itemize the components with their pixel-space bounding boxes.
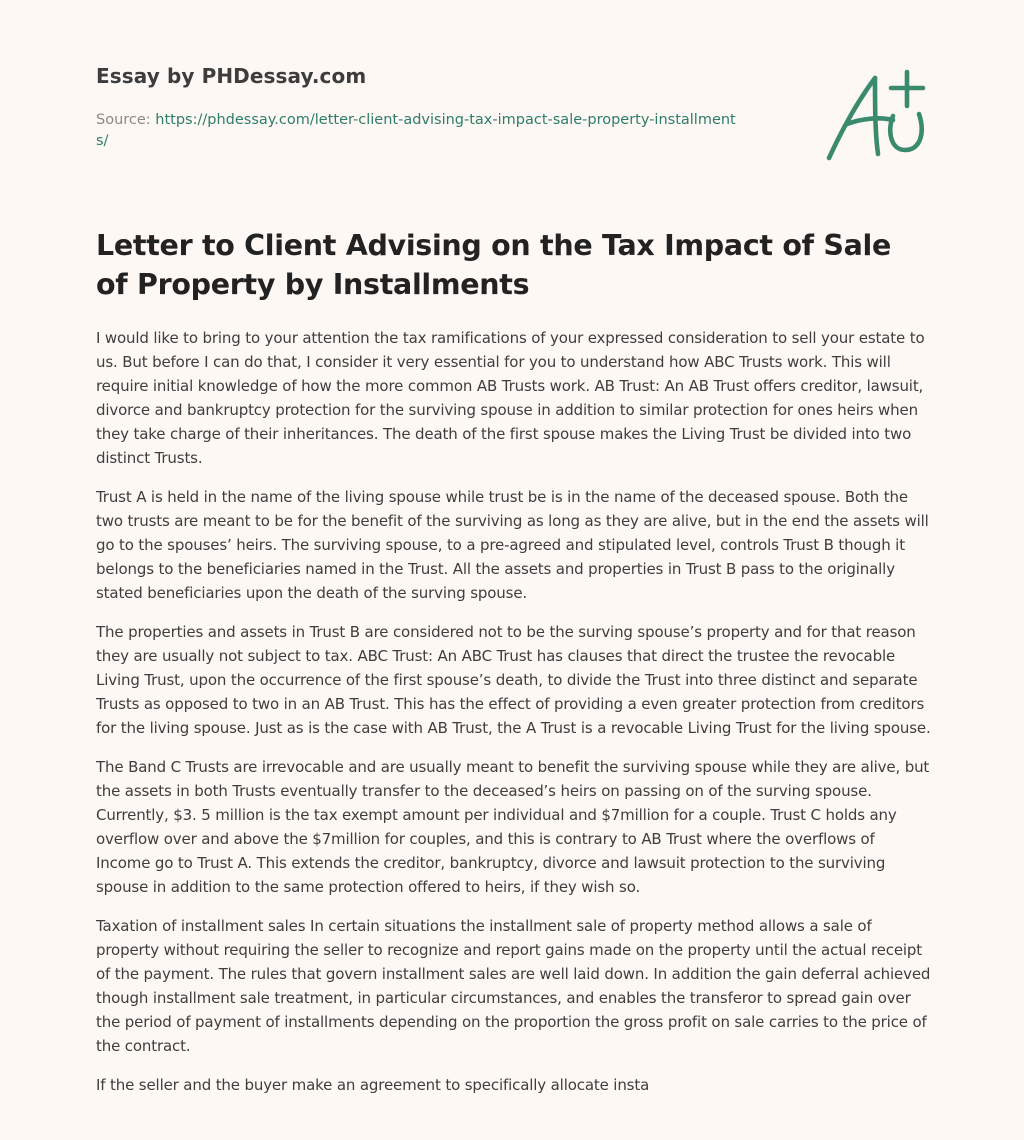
essay-paragraph: The properties and assets in Trust B are considered not to be the surving spouse’s property and for that reason they are usually not subject to tax. ABC Trust: An ABC Trust has clauses that direct the trustee the revocable Living Trust, upon the occurrence of the first spouse’s death, to divide the Trust into three distinct and separate Trusts as opposed to two in an AB Trust. This has the effect of providing a even greater protection from creditors for the living spouse. Just as is the case with AB Trust, the A Trust is a revocable Living Trust for the living spouse. (96, 623, 931, 737)
a-plus-logo-icon (823, 66, 933, 166)
essay-paragraph: Taxation of installment sales In certain situations the installment sale of property method allows a sale of property without requiring the seller to recognize and report gains made on the property until the actual receipt of the payment. The rules that govern installment sales are well laid down. In addition the gain deferral achieved though installment sale treatment, in particular circumstances, and enables the transferor to spread gain over the period of payment of installments depending on the proportion the gross profit on sale carries to the price of the contract. (96, 917, 931, 1055)
source-link[interactable]: https://phdessay.com/letter-client-advising-tax-impact-sale-property-installments/ (96, 112, 736, 149)
essay-paragraph: Trust A is held in the name of the living spouse while trust be is in the name of the deceased spouse. Both the two trusts are meant to be for the benefit of the surviving as long as they are alive, but in the end the assets will go to the spouses’ heirs. The surviving spouse, to a pre-agreed and stipulated level, controls Trust B though it belongs to the beneficiaries named in the Trust. All the assets and properties in Trust B pass to the originally stated beneficiaries upon the death of the surving spouse. (96, 488, 929, 602)
essay-body (96, 326, 932, 1112)
site-title: Essay by PHDessay.com (96, 64, 367, 88)
essay-paragraph: I would like to bring to your attention the tax ramifications of your expressed consideration to sell your estate to us. But before I can do that, I consider it very essential for you to understand how ABC Trusts work. This will require initial knowledge of how the more common AB Trusts work. AB Trust: An AB Trust offers creditor, lawsuit, divorce and bankruptcy protection for the surviving spouse in addition to similar protection for ones heirs when they take charge of their inheritances. The death of the first spouse makes the Living Trust be divided into two distinct Trusts. (96, 329, 925, 467)
essay-paragraph: If the seller and the buyer make an agreement to specifically allocate insta (96, 1076, 650, 1094)
essay-paragraph: The Band C Trusts are irrevocable and are usually meant to benefit the surviving spouse while they are alive, but the assets in both Trusts eventually transfer to the deceased’s heirs on passing on of the surving spouse. Currently, $3. 5 million is the tax exempt amount per individual and $7million for a couple. Trust C holds any overflow over and above the $7million for couples, and this is contrary to AB Trust where the overflows of Income go to Trust A. This extends the creditor, bankruptcy, divorce and lawsuit protection to the surviving spouse in addition to the same protection offered to heirs, if they wish so. (96, 758, 930, 896)
essay-title: Letter to Client Advising on the Tax Impact of Sale of Property by Installments (96, 229, 892, 301)
source-label: Source: (96, 112, 156, 128)
source-line (96, 110, 736, 152)
